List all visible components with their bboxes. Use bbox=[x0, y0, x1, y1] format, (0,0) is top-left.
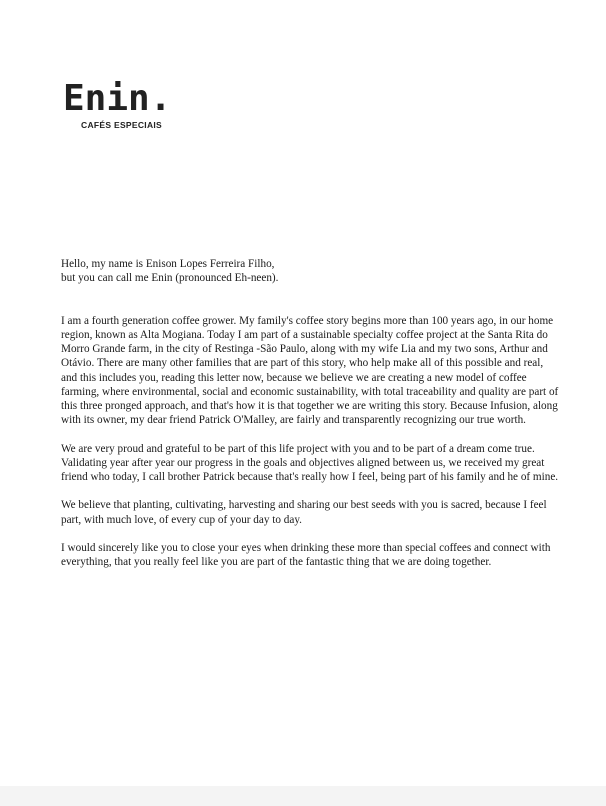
paragraph-2: We are very proud and grateful to be part of this life project with you and to be part of a dream come true. Validating year after year our progress in the goals and objectives aligned between us, we received my great friend who today, I call brother Patrick because that's really how I feel, being part of his family and he of mine. bbox=[61, 442, 559, 484]
greeting bbox=[61, 257, 561, 285]
paragraph-4: I would sincerely like you to close your eyes when drinking these more than special coffees and connect with everything, that you really feel like you are part of the fantastic thing that we are doing together. bbox=[61, 542, 551, 569]
logo-tagline: CAFÉS ESPECIAIS bbox=[81, 120, 163, 130]
letter-body bbox=[61, 257, 561, 584]
greeting-line-2: but you can call me Enin (pronounced Eh-neen). bbox=[61, 272, 279, 285]
paragraph-3: We believe that planting, cultivating, harvesting and sharing our best seeds with you is sacred, because I feel part, with much love, of every cup of your day to day. bbox=[61, 499, 547, 526]
greeting-line-1: Hello, my name is Enison Lopes Ferreira Filho, bbox=[61, 258, 275, 270]
paragraph-1: I am a fourth generation coffee grower. My family's coffee story begins more than 100 years ago, in our home region, known as Alta Mogiana. Today I am part of a sustainable specialty coffee project at the Santa Rita do Morro Grande farm, in the city of Restinga -São Paulo, along with my wife Lia and my two sons, Arthur and Otávio. There are many other families that are part of this story, who help make all of this possible and real, and this includes you, reading this letter now, because we believe we are creating a new model of coffee farming, where environmental, social and economic sustainability, with total traceability and quality are part of this three pronged approach, and that's how it is that together we are writing this story. Because Infusion, along with its owner, my dear friend Patrick O'Malley, are fairly and transparently recognizing our true worth. bbox=[61, 314, 559, 427]
brand-logo bbox=[63, 80, 183, 130]
logo-wordmark: Enin. bbox=[63, 78, 172, 119]
